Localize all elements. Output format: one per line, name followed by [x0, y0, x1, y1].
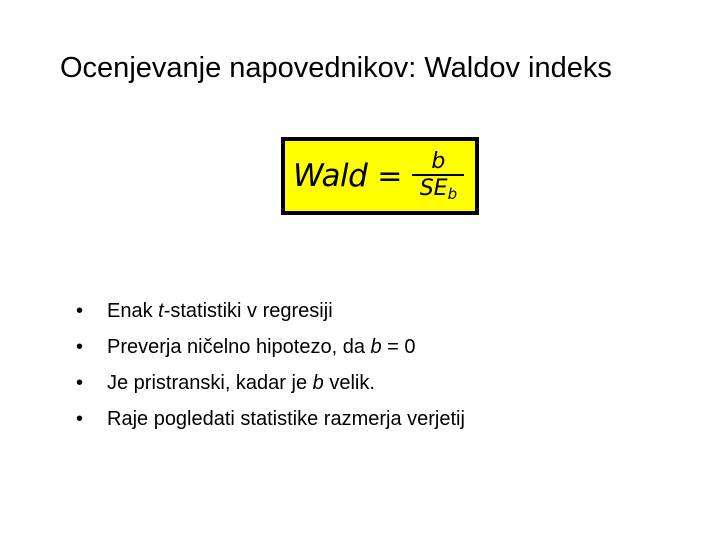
- bullet-marker: •: [76, 336, 84, 358]
- bullet-text-part: Preverja ničelno hipotezo, da: [107, 336, 371, 358]
- bullet-text: [107, 332, 416, 362]
- denominator-base: SE: [419, 176, 448, 201]
- formula-fraction: [412, 150, 464, 202]
- bullet-text-italic: t: [158, 300, 164, 322]
- bullet-text: [107, 368, 375, 398]
- bullet-text: [107, 404, 465, 434]
- wald-formula-box: [281, 137, 479, 215]
- bullet-marker: •: [76, 372, 84, 394]
- bullet-text-part: -statistiki v regresiji: [163, 300, 333, 322]
- slide-title: Ocenjevanje napovednikov: Waldov indeks: [60, 52, 612, 84]
- fraction-numerator: b: [431, 149, 446, 174]
- fraction-denominator: [418, 176, 459, 202]
- wald-formula: [293, 141, 464, 211]
- formula-lhs: Wald: [293, 158, 368, 194]
- formula-equals-sign: =: [377, 158, 403, 194]
- bullet-text-part: = 0: [381, 336, 416, 358]
- bullet-text-part: velik.: [323, 372, 375, 394]
- bullet-marker: •: [76, 408, 84, 430]
- bullet-text-part: Enak: [107, 300, 159, 322]
- denominator-subscript: b: [447, 185, 458, 203]
- bullet-text-part: Raje pogledati statistike razmerja verjetij: [107, 408, 465, 430]
- bullet-text: [107, 296, 333, 326]
- bullet-text-italic: b: [370, 336, 382, 358]
- bullet-text-part: Je pristranski, kadar je: [107, 372, 313, 394]
- bullet-marker: •: [76, 300, 84, 322]
- bullet-text-italic: b: [312, 372, 324, 394]
